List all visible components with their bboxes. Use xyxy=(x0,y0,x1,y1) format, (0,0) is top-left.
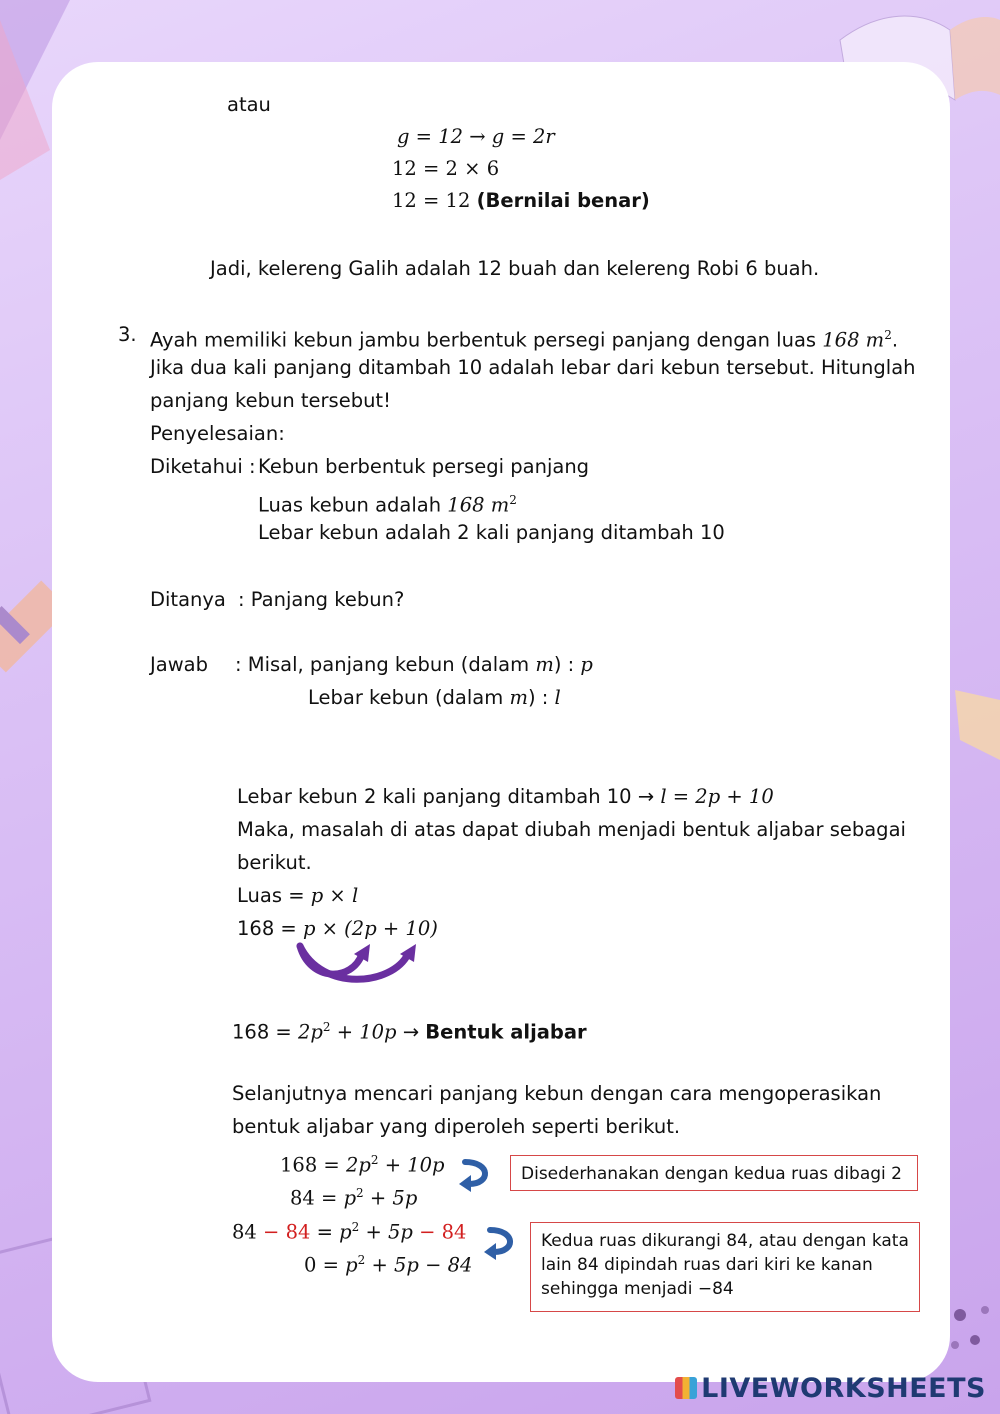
solution-line-3: berikut. xyxy=(237,851,312,874)
penyelesaian-label: Penyelesaian: xyxy=(150,422,285,445)
logo-icon xyxy=(675,1377,697,1399)
luas-substitution: 168 = p × (2p + 10) xyxy=(237,917,438,940)
equation-step-2: $84 = p^2 + 5p$ xyxy=(290,1186,418,1210)
brand-text: LIVEWORKSHEETS xyxy=(701,1373,986,1404)
note-box-subtract xyxy=(530,1222,920,1312)
ditanya-text: : Panjang kebun? xyxy=(238,588,405,611)
solution-line-8: bentuk aljabar yang diperoleh seperti berikut. xyxy=(232,1115,681,1138)
jawab-line-2: Lebar kebun (dalam m) : l xyxy=(308,686,561,709)
problem-line-1: Ayah memiliki kebun jambu berbentuk persegi panjang dengan luas 168 $m^2$. xyxy=(150,328,899,352)
diketahui-item-3: Lebar kebun adalah 2 kali panjang ditambah 10 xyxy=(258,521,725,544)
jawab-line-1: : Misal, panjang kebun (dalam m) : p xyxy=(235,653,593,676)
equation-12-2x6: 12 = 2 × 6 xyxy=(392,157,500,180)
liveworksheets-logo xyxy=(675,1373,986,1404)
equation-step-3: $84 - 84 = p^2 + 5p - 84$ xyxy=(232,1220,467,1244)
problem-line-3: panjang kebun tersebut! xyxy=(150,389,391,412)
conclusion-text: Jadi, kelereng Galih adalah 12 buah dan kelereng Robi 6 buah. xyxy=(210,257,820,280)
curved-arrow-icon xyxy=(482,1226,522,1260)
diketahui-item-1: Kebun berbentuk persegi panjang xyxy=(258,455,590,478)
equation-step-1: $168 = 2p^2 + 10p$ xyxy=(280,1153,445,1177)
equation-12-12: 12 = 12 (Bernilai benar) xyxy=(392,189,650,212)
luas-formula: Luas = p × l xyxy=(237,884,359,907)
solution-line-7: Selanjutnya mencari panjang kebun dengan cara mengoperasikan xyxy=(232,1082,882,1105)
note-line: lain 84 dipindah ruas dari kiri ke kanan xyxy=(541,1255,873,1275)
problem-line-2: Jika dua kali panjang ditambah 10 adalah lebar dari kebun tersebut. Hitunglah xyxy=(150,356,916,379)
worksheet-card xyxy=(52,62,950,1382)
problem-number: 3. xyxy=(118,323,137,346)
solution-line-2: Maka, masalah di atas dapat diubah menjadi bentuk aljabar sebagai xyxy=(237,818,906,841)
note-line: Kedua ruas dikurangi 84, atau dengan kata xyxy=(541,1231,909,1251)
diketahui-label: Diketahui : xyxy=(150,455,256,478)
note-box-divide: Disederhanakan dengan kedua ruas dibagi 2 xyxy=(510,1155,918,1191)
atau-text: atau xyxy=(227,93,271,116)
distribution-arrows xyxy=(292,940,422,1000)
note-line: sehingga menjadi −84 xyxy=(541,1279,734,1299)
jawab-label: Jawab xyxy=(150,653,208,676)
equation-g: g = 12 → g = 2r xyxy=(397,125,555,148)
diketahui-item-2: Luas kebun adalah 168 $m^2$ xyxy=(258,493,517,517)
algebra-form-line: $168 = 2p^2 + 10p$ → Bentuk aljabar xyxy=(232,1020,587,1044)
equation-step-4: $0 = p^2 + 5p - 84$ xyxy=(304,1253,473,1277)
solution-line-1: Lebar kebun 2 kali panjang ditambah 10 → l = 2p + 10 xyxy=(237,785,774,808)
ditanya-label: Ditanya xyxy=(150,588,226,611)
curved-arrow-icon xyxy=(457,1158,497,1192)
